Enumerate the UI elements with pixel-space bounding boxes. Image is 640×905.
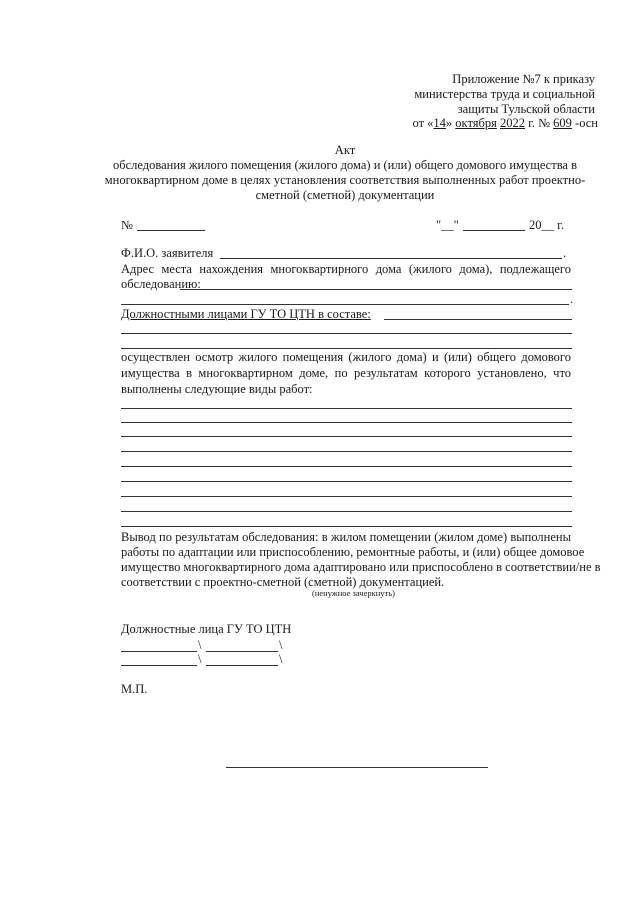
applicant-name-field[interactable] [220,258,562,259]
applicant-name-label: Ф.И.О. заявителя [121,246,214,260]
signature-separator: \ [198,638,202,652]
address-label-line2: обследованию: [121,277,201,291]
order-prefix: от « [412,116,434,130]
order-day: 14 [433,116,446,130]
document-title: Акт [334,143,356,157]
works-line[interactable] [121,422,572,423]
ministry-name: министерства труда и социальной [414,87,595,101]
inspection-text-line3: выполнены следующие виды работ: [121,382,313,396]
appendix-title: Приложение №7 к приказу [452,72,595,86]
address-label-line1: Адрес места нахождения многоквартирного дома (жилого дома), подлежащего [121,262,571,276]
order-year: 2022 [500,116,525,130]
conclusion-line1: Вывод по результатам обследования: в жилом помещении (жилом доме) выполнены [121,530,571,544]
officials-field-3[interactable] [121,348,572,349]
date-year-field[interactable]: 20__ г. [529,218,564,232]
date-month-field[interactable] [463,230,525,231]
order-mid: » [445,116,456,130]
signature-separator: \ [279,638,283,652]
works-line[interactable] [121,481,572,482]
conclusion-line4: соответствии с проектно-сметной (сметной) документацией. [121,575,445,589]
bottom-divider [226,767,488,768]
document-subtitle-line1: обследования жилого помещения (жилого дома) и (или) общего домового имущества в [112,158,578,172]
inspection-text-line1: осуществлен осмотр жилого помещения (жилого дома) и (или) общего домового [121,350,571,364]
order-reference [412,116,598,131]
strike-note: (ненужное зачеркнуть) [312,588,395,598]
act-number-label: № [121,218,133,232]
works-line[interactable] [121,496,572,497]
signature-separator: \ [198,652,202,666]
address-end: . [570,292,574,306]
signature-name-field[interactable] [121,651,197,652]
stamp-label: М.П. [121,682,148,696]
order-month: октября [455,116,497,130]
signatures-label: Должностные лица ГУ ТО ЦТН [121,622,292,636]
signature-sign-field[interactable] [206,651,278,652]
works-line[interactable] [121,408,572,409]
document-subtitle-line2: многоквартирном доме в целях установления соответствия выполненных работ проектно- [104,173,586,187]
signature-name-field[interactable] [121,665,197,666]
conclusion-line2: работы по адаптации или приспособлению, ремонтные работы, и (или) общее домовое [121,545,585,559]
signature-separator: \ [279,652,283,666]
conclusion-line3: имущество многоквартирного дома адаптировано или приспособлено в соответствии/не в [121,560,601,574]
signature-sign-field[interactable] [206,665,278,666]
order-suffix: -осн [571,116,598,130]
officials-field-2[interactable] [121,333,572,334]
document-subtitle-line3: сметной (сметной) документации [255,188,435,202]
address-field-1[interactable] [180,289,572,290]
ministry-region: защиты Тульской области [457,102,595,116]
applicant-name-end: . [563,246,567,260]
date-day-field[interactable]: "__" [436,218,459,232]
works-line[interactable] [121,466,572,467]
order-g: г. № [525,116,554,130]
address-field-2[interactable] [121,304,569,305]
inspection-text-line2: имущества в многоквартирном доме, по результатам которого установлено, что [121,366,571,380]
act-number-field[interactable] [137,230,205,231]
works-line[interactable] [121,526,572,527]
works-line[interactable] [121,451,572,452]
works-line[interactable] [121,511,572,512]
officials-label: Должностными лицами ГУ ТО ЦТН в составе: [121,307,371,321]
officials-field-1[interactable] [384,319,572,320]
works-line[interactable] [121,436,572,437]
order-number: 609 [553,116,572,130]
